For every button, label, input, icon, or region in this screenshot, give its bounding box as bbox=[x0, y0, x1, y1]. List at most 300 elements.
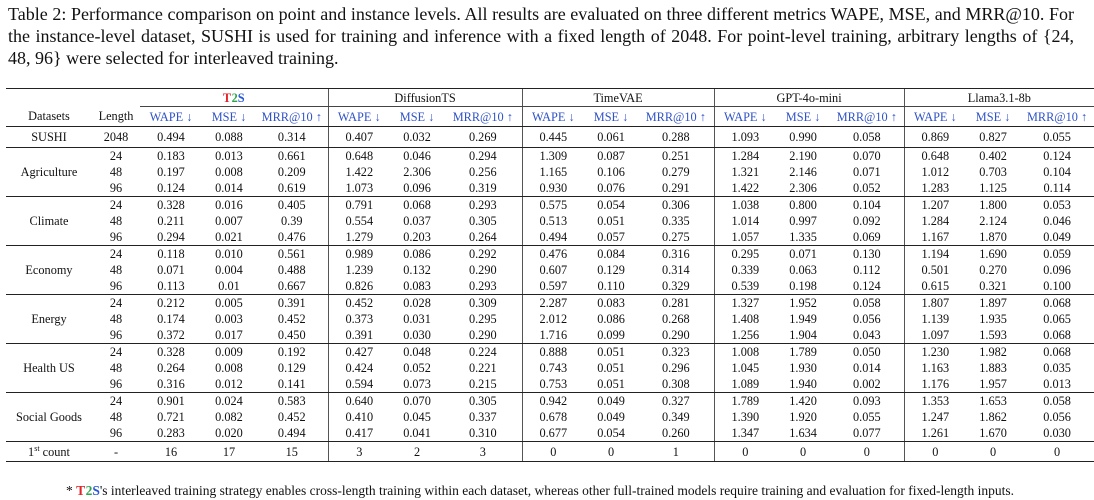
table-cell: 0.296 bbox=[661, 361, 690, 375]
table-cell: 1.670 bbox=[966, 425, 1020, 442]
table-cell: 0.476 bbox=[522, 246, 584, 263]
table-cell: 0.057 bbox=[584, 229, 638, 246]
table-cell: 0.032 bbox=[390, 127, 444, 148]
table-cell: 0.305 bbox=[468, 394, 497, 408]
table-cell: 0.327 bbox=[661, 394, 690, 408]
table-cell: 0.051 bbox=[597, 214, 625, 228]
table-cell: 16 bbox=[140, 442, 202, 462]
length-cell: 24 bbox=[109, 296, 123, 310]
table-cell: 1.321 bbox=[714, 164, 776, 180]
table-cell: 0.290 bbox=[444, 327, 522, 344]
table-cell: 1.904 bbox=[776, 327, 830, 344]
table-cell: 1.163 bbox=[904, 360, 966, 376]
metric-header: WAPE ↓ bbox=[714, 107, 776, 127]
table-cell: 0.678 bbox=[522, 409, 584, 425]
table-cell: 0.008 bbox=[215, 165, 243, 179]
table-row bbox=[6, 197, 1094, 214]
table-cell: 0.068 bbox=[1020, 327, 1094, 344]
metric-header: MSE ↓ bbox=[966, 107, 1020, 127]
table-cell: 0.004 bbox=[215, 263, 243, 277]
table-cell: 0.054 bbox=[597, 198, 625, 212]
metric-header: MRR@10 ↑ bbox=[444, 107, 522, 127]
table-cell: 0.305 bbox=[468, 214, 497, 228]
table-cell: 1.422 bbox=[714, 180, 776, 197]
table-row bbox=[6, 246, 1094, 263]
table-cell: 0.279 bbox=[661, 165, 690, 179]
table-row bbox=[6, 164, 1094, 180]
table-cell: 1.353 bbox=[904, 393, 966, 410]
model-name: TimeVAE bbox=[522, 89, 714, 107]
table-cell: 1.008 bbox=[714, 344, 776, 361]
table-cell: 1.420 bbox=[789, 394, 817, 408]
table-cell: 1.982 bbox=[979, 345, 1007, 359]
table-cell: 0.677 bbox=[522, 425, 584, 442]
table-cell: 0.203 bbox=[390, 229, 444, 246]
table-cell: 0.405 bbox=[277, 198, 306, 212]
table-cell: 1.167 bbox=[904, 229, 966, 246]
table-cell: 0.056 bbox=[852, 312, 881, 326]
table-cell: 1.807 bbox=[904, 295, 966, 312]
length-cell: - bbox=[92, 442, 140, 462]
table-cell: 0.308 bbox=[638, 376, 714, 393]
table-row bbox=[6, 148, 1094, 165]
table-cell: 1.073 bbox=[328, 180, 390, 197]
length-cell: 48 bbox=[109, 214, 123, 228]
dataset-name: Economy bbox=[6, 246, 92, 295]
table-cell: 1.870 bbox=[966, 229, 1020, 246]
table-cell: 0.041 bbox=[390, 425, 444, 442]
table-cell: 0.283 bbox=[140, 425, 202, 442]
table-cell: 0.014 bbox=[852, 361, 881, 375]
table-cell: 0.010 bbox=[215, 247, 243, 261]
table-cell: 1.920 bbox=[789, 410, 817, 424]
table-cell: 1.335 bbox=[776, 229, 830, 246]
table-cell: 1.862 bbox=[979, 410, 1007, 424]
table-cell: 0.071 bbox=[789, 247, 817, 261]
table-cell: 0.092 bbox=[852, 214, 881, 228]
table-cell: 0.703 bbox=[979, 165, 1007, 179]
table-cell: 0.501 bbox=[904, 262, 966, 278]
table-cell: 0.068 bbox=[1043, 296, 1071, 310]
table-cell: 2.306 bbox=[403, 165, 431, 179]
footnote-text: 's interleaved training strategy enables cross-length training within each dataset, whereas other full-trained models require training and evaluation for fixed-length inputs. bbox=[99, 483, 1015, 498]
model-name: GPT-4o-mini bbox=[714, 89, 904, 107]
table-cell: 0.215 bbox=[444, 376, 522, 393]
table-cell: 0.065 bbox=[1043, 312, 1071, 326]
table-cell: 1.139 bbox=[904, 311, 966, 327]
table-cell: 0.264 bbox=[157, 361, 185, 375]
table-cell: 0.281 bbox=[661, 296, 690, 310]
table-cell: 0.494 bbox=[256, 425, 328, 442]
table-cell: 0.045 bbox=[403, 410, 431, 424]
table-cell: 0.323 bbox=[661, 345, 690, 359]
table-cell: 0.391 bbox=[328, 327, 390, 344]
table-cell: 0.141 bbox=[256, 376, 328, 393]
table-cell: 0.268 bbox=[661, 312, 690, 326]
table-cell: 1.247 bbox=[904, 409, 966, 425]
table-cell: 0.124 bbox=[140, 180, 202, 197]
metric-header: MRR@10 ↑ bbox=[638, 107, 714, 127]
length-cell: 96 bbox=[92, 278, 140, 295]
table-cell: 0.086 bbox=[597, 312, 625, 326]
table-cell: 0.450 bbox=[256, 327, 328, 344]
table-cell: 0.417 bbox=[328, 425, 390, 442]
length-cell: 24 bbox=[109, 394, 123, 408]
table-cell: 1.789 bbox=[714, 393, 776, 410]
model-name: Llama3.1-8b bbox=[904, 89, 1094, 107]
table-cell: 1.165 bbox=[522, 164, 584, 180]
table-cell: 1.952 bbox=[789, 296, 817, 310]
table-cell: 2.146 bbox=[789, 165, 817, 179]
table-cell: 1.593 bbox=[966, 327, 1020, 344]
table-cell: 1.897 bbox=[979, 296, 1007, 310]
table-cell: 0.661 bbox=[277, 149, 306, 163]
caption-label: Table 2: bbox=[8, 4, 67, 24]
length-cell: 24 bbox=[109, 247, 123, 261]
table-cell: 0.061 bbox=[584, 127, 638, 148]
table-cell: 1.045 bbox=[714, 360, 776, 376]
table-cell: 0.293 bbox=[444, 278, 522, 295]
table-cell: 0.096 bbox=[1043, 263, 1071, 277]
table-cell: 0.113 bbox=[140, 278, 202, 295]
table-cell: 0.513 bbox=[522, 213, 584, 229]
table-cell: 0.129 bbox=[277, 361, 306, 375]
table-cell: 0.052 bbox=[403, 361, 431, 375]
table-cell: 0.309 bbox=[468, 296, 497, 310]
table-cell: 0.791 bbox=[328, 197, 390, 214]
table-row bbox=[6, 229, 1094, 246]
table-cell: 1.256 bbox=[714, 327, 776, 344]
table-cell: 0.020 bbox=[202, 425, 256, 442]
table-cell: 0.049 bbox=[597, 410, 625, 424]
table-cell: 1.089 bbox=[714, 376, 776, 393]
length-cell: 24 bbox=[109, 345, 123, 359]
table-cell: 0.106 bbox=[597, 165, 625, 179]
dataset-name: Health US bbox=[6, 344, 92, 393]
table-cell: 1.716 bbox=[522, 327, 584, 344]
dataset-name: Agriculture bbox=[6, 148, 92, 197]
table-cell: 1.038 bbox=[714, 197, 776, 214]
table-cell: 1.176 bbox=[904, 376, 966, 393]
table-cell: 0.083 bbox=[597, 296, 625, 310]
table-cell: 0.648 bbox=[904, 148, 966, 165]
dataset-name: Energy bbox=[6, 295, 92, 344]
metric-header: MSE ↓ bbox=[584, 107, 638, 127]
table-cell: 0.112 bbox=[853, 263, 881, 277]
length-cell: 48 bbox=[109, 361, 123, 375]
table-cell: 0.554 bbox=[328, 213, 390, 229]
table-cell: 0.349 bbox=[661, 410, 690, 424]
table-row bbox=[6, 311, 1094, 327]
table-cell: 1.284 bbox=[904, 213, 966, 229]
table-row bbox=[6, 409, 1094, 425]
table-cell: 1.940 bbox=[776, 376, 830, 393]
table-cell: 0.826 bbox=[328, 278, 390, 295]
table-cell: 0.002 bbox=[830, 376, 904, 393]
table-cell: 3 bbox=[328, 442, 390, 462]
table-cell: 0.452 bbox=[277, 312, 306, 326]
table-row bbox=[6, 425, 1094, 442]
dataset-name: Social Goods bbox=[6, 393, 92, 442]
table-cell: 0.294 bbox=[468, 149, 497, 163]
table-cell: 0.452 bbox=[277, 410, 306, 424]
table-cell: 0.183 bbox=[157, 149, 185, 163]
table-cell: 0.942 bbox=[522, 393, 584, 410]
length-cell: 48 bbox=[109, 312, 123, 326]
table-cell: 0.056 bbox=[1043, 410, 1071, 424]
metric-header: WAPE ↓ bbox=[140, 107, 202, 127]
table-cell: 0.251 bbox=[661, 149, 690, 163]
table-cell: 0.01 bbox=[202, 278, 256, 295]
table-cell: 0.104 bbox=[1043, 165, 1071, 179]
table-cell: 1.125 bbox=[966, 180, 1020, 197]
footnote-star: * bbox=[65, 483, 77, 498]
table-cell: 0 bbox=[1020, 442, 1094, 462]
table-cell: 0.007 bbox=[215, 214, 243, 228]
table-cell: 0.997 bbox=[789, 214, 817, 228]
model-header-row bbox=[6, 89, 1094, 107]
table-cell: 0.055 bbox=[1020, 127, 1094, 148]
table-cell: 0.445 bbox=[522, 127, 584, 148]
table-cell: 0.224 bbox=[468, 345, 497, 359]
table-cell: 0.292 bbox=[468, 247, 497, 261]
table-cell: 0.099 bbox=[584, 327, 638, 344]
table-cell: 0 bbox=[904, 442, 966, 462]
table-cell: 0.335 bbox=[661, 214, 690, 228]
table-cell: 0.068 bbox=[1043, 345, 1071, 359]
table-row bbox=[6, 376, 1094, 393]
table-cell: 0 bbox=[584, 442, 638, 462]
table-cell: 0.073 bbox=[390, 376, 444, 393]
table-cell: 0 bbox=[522, 442, 584, 462]
table-cell: 0.316 bbox=[140, 376, 202, 393]
table-cell: 0.008 bbox=[215, 361, 243, 375]
table-cell: 1.949 bbox=[789, 312, 817, 326]
table-row bbox=[6, 262, 1094, 278]
table-cell: 1.800 bbox=[979, 198, 1007, 212]
table-cell: 0.017 bbox=[202, 327, 256, 344]
table-cell: 1.653 bbox=[979, 394, 1007, 408]
table-cell: 0.290 bbox=[638, 327, 714, 344]
table-cell: 0.212 bbox=[157, 296, 185, 310]
table-cell: 0.295 bbox=[714, 246, 776, 263]
length-cell: 96 bbox=[92, 425, 140, 442]
table-cell: 0.014 bbox=[202, 180, 256, 197]
table-cell: 0.054 bbox=[584, 425, 638, 442]
table-cell: 1.883 bbox=[979, 361, 1007, 375]
table-cell: 0.043 bbox=[830, 327, 904, 344]
table-cell: 0.130 bbox=[852, 247, 881, 261]
table-cell: 0.051 bbox=[597, 361, 625, 375]
table-cell: 0.561 bbox=[277, 247, 306, 261]
col-datasets: Datasets bbox=[6, 107, 92, 127]
table-cell: 0.321 bbox=[966, 278, 1020, 295]
table-cell: 1.347 bbox=[714, 425, 776, 442]
table-cell: 2.306 bbox=[776, 180, 830, 197]
table-caption bbox=[8, 3, 1074, 69]
table-cell: 0.211 bbox=[157, 214, 185, 228]
table-cell: 0.316 bbox=[661, 247, 690, 261]
table-cell: 0.058 bbox=[830, 127, 904, 148]
table-cell: 2.287 bbox=[522, 295, 584, 312]
table-cell: 0.264 bbox=[444, 229, 522, 246]
table-cell: 1.390 bbox=[714, 409, 776, 425]
table-cell: 0.129 bbox=[597, 263, 625, 277]
table-row bbox=[6, 327, 1094, 344]
table-cell: 0.328 bbox=[157, 345, 185, 359]
table-cell: 0.087 bbox=[597, 149, 625, 163]
length-cell: 48 bbox=[109, 410, 123, 424]
table-cell: 1.207 bbox=[904, 197, 966, 214]
table-cell: 0.093 bbox=[852, 394, 881, 408]
table-cell: 0.071 bbox=[852, 165, 881, 179]
table-cell: 0.114 bbox=[1020, 180, 1094, 197]
table-cell: 0.052 bbox=[830, 180, 904, 197]
table-cell: 0.051 bbox=[597, 345, 625, 359]
table-cell: 0 bbox=[714, 442, 776, 462]
table-row bbox=[6, 295, 1094, 312]
length-cell: 24 bbox=[109, 149, 123, 163]
table-cell: 0.063 bbox=[789, 263, 817, 277]
table-cell: 1.093 bbox=[714, 127, 776, 148]
table-cell: 0.372 bbox=[140, 327, 202, 344]
table-cell: 0.310 bbox=[444, 425, 522, 442]
table-cell: 0.068 bbox=[403, 198, 431, 212]
table-cell: 0.124 bbox=[830, 278, 904, 295]
table-cell: 0.291 bbox=[638, 180, 714, 197]
table-cell: 0.104 bbox=[852, 198, 881, 212]
metric-header: MSE ↓ bbox=[202, 107, 256, 127]
length-cell: 24 bbox=[109, 198, 123, 212]
table-cell: 0.989 bbox=[328, 246, 390, 263]
table-cell: 0.583 bbox=[277, 394, 306, 408]
table-cell: 0.046 bbox=[403, 149, 431, 163]
table-cell: 0.306 bbox=[661, 198, 690, 212]
table-cell: 1.097 bbox=[904, 327, 966, 344]
table-cell: 0.083 bbox=[390, 278, 444, 295]
table-cell: 0.084 bbox=[597, 247, 625, 261]
table-cell: 3 bbox=[444, 442, 522, 462]
table-cell: 0.424 bbox=[328, 360, 390, 376]
table-cell: 0.030 bbox=[390, 327, 444, 344]
table-cell: 0.256 bbox=[468, 165, 497, 179]
metric-header: MSE ↓ bbox=[776, 107, 830, 127]
col-length: Length bbox=[92, 107, 140, 127]
table-cell: 1.239 bbox=[328, 262, 390, 278]
table-cell: 0.049 bbox=[597, 394, 625, 408]
dataset-name: SUSHI bbox=[6, 127, 92, 148]
table-cell: 0.494 bbox=[140, 127, 202, 148]
table-cell: 0.070 bbox=[403, 394, 431, 408]
table-cell: 0.373 bbox=[328, 311, 390, 327]
table-cell: 0.058 bbox=[852, 296, 881, 310]
table-cell: 0 bbox=[776, 442, 830, 462]
table-cell: 0.901 bbox=[157, 394, 185, 408]
table-cell: 0.295 bbox=[468, 312, 497, 326]
table-cell: 0.003 bbox=[215, 312, 243, 326]
table-cell: 1.789 bbox=[789, 345, 817, 359]
table-cell: 0.100 bbox=[1020, 278, 1094, 295]
table-cell: 0.619 bbox=[256, 180, 328, 197]
table-cell: 0.197 bbox=[157, 165, 185, 179]
table-cell: 0.494 bbox=[522, 229, 584, 246]
results-table bbox=[6, 88, 1094, 462]
table-cell: 0.539 bbox=[714, 278, 776, 295]
table-cell: 0.293 bbox=[468, 198, 497, 212]
length-cell: 96 bbox=[92, 229, 140, 246]
table-cell: 0.037 bbox=[403, 214, 431, 228]
table-cell: 0.452 bbox=[328, 295, 390, 312]
table-cell: 0.721 bbox=[157, 410, 185, 424]
table-cell: 0.059 bbox=[1043, 247, 1071, 261]
table-cell: 0.407 bbox=[328, 127, 390, 148]
table-cell: 0.221 bbox=[468, 361, 497, 375]
table-cell: 0.069 bbox=[830, 229, 904, 246]
table-cell: 0.024 bbox=[215, 394, 243, 408]
table-cell: 0.597 bbox=[522, 278, 584, 295]
table-row bbox=[6, 213, 1094, 229]
table-cell: 0.016 bbox=[215, 198, 243, 212]
table-cell: 0 bbox=[966, 442, 1020, 462]
table-cell: 0.607 bbox=[522, 262, 584, 278]
table-cell: 0.269 bbox=[444, 127, 522, 148]
table-cell: 0.050 bbox=[852, 345, 881, 359]
table-cell: 0.339 bbox=[714, 262, 776, 278]
metric-header: MSE ↓ bbox=[390, 107, 444, 127]
metric-header: MRR@10 ↑ bbox=[1020, 107, 1094, 127]
table-cell: 1.422 bbox=[328, 164, 390, 180]
table-cell: 1.935 bbox=[979, 312, 1007, 326]
table-cell: 0.005 bbox=[215, 296, 243, 310]
table-cell: 0.055 bbox=[852, 410, 881, 424]
table-row bbox=[6, 360, 1094, 376]
table-cell: 0.031 bbox=[403, 312, 431, 326]
table-cell: 0.124 bbox=[1043, 149, 1071, 163]
table-cell: 0.096 bbox=[390, 180, 444, 197]
length-cell: 96 bbox=[92, 180, 140, 197]
table-cell: 17 bbox=[202, 442, 256, 462]
table-cell: 1.230 bbox=[904, 344, 966, 361]
table-cell: 0.888 bbox=[522, 344, 584, 361]
table-cell: 0.290 bbox=[468, 263, 497, 277]
table-cell: 0.402 bbox=[979, 149, 1007, 163]
length-cell: 96 bbox=[92, 376, 140, 393]
count-label: 1st count bbox=[6, 442, 92, 462]
table-row bbox=[6, 278, 1094, 295]
table-cell: 1.279 bbox=[328, 229, 390, 246]
caption-text: Performance comparison on point and instance levels. All results are evaluated on three different metrics WAPE, MSE, and MRR@10. For the instance-level dataset, SUSHI is used for training and inference with a fixed length of 2048. For point-level training, arbitrary lengths of {24, 48, 96} were selected for interleaved training. bbox=[8, 4, 1075, 68]
table-cell: 1.957 bbox=[966, 376, 1020, 393]
table-cell: 2.124 bbox=[979, 214, 1007, 228]
table-cell: 0.337 bbox=[468, 410, 497, 424]
table-cell: 0.648 bbox=[328, 148, 390, 165]
table-cell: 0.288 bbox=[638, 127, 714, 148]
table-row bbox=[6, 393, 1094, 410]
table-cell: 1.930 bbox=[789, 361, 817, 375]
table-cell: 0.990 bbox=[776, 127, 830, 148]
table-cell: 0.319 bbox=[444, 180, 522, 197]
table-cell: 0.048 bbox=[403, 345, 431, 359]
table-cell: 1.634 bbox=[776, 425, 830, 442]
table-cell: 0.800 bbox=[789, 198, 817, 212]
table-cell: 0.058 bbox=[1043, 394, 1071, 408]
metric-header: WAPE ↓ bbox=[328, 107, 390, 127]
table-cell: 0.077 bbox=[830, 425, 904, 442]
table-cell: 0.049 bbox=[1020, 229, 1094, 246]
metric-header: WAPE ↓ bbox=[904, 107, 966, 127]
table-cell: 0.667 bbox=[256, 278, 328, 295]
table-row bbox=[6, 180, 1094, 197]
